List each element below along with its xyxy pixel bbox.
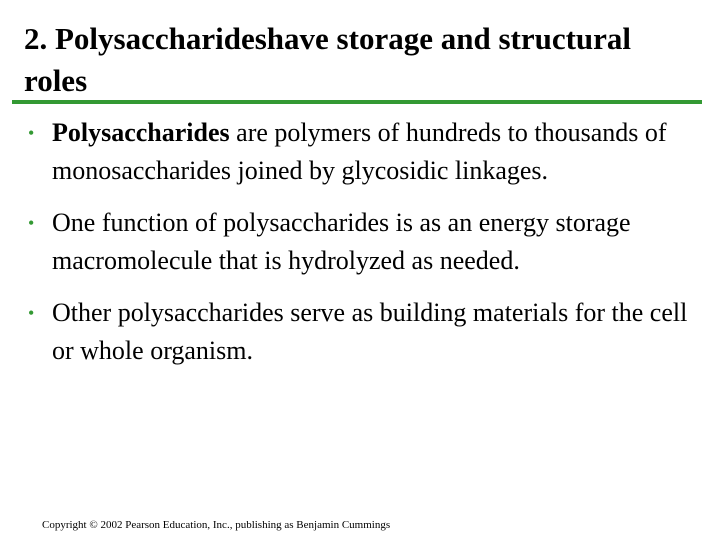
copyright-notice: Copyright © 2002 Pearson Education, Inc., publishing as Benjamin Cummings	[42, 519, 391, 531]
bullet-icon: •	[28, 213, 35, 233]
bullet-text: are polymers of hundreds to thousands of monosaccharides joined by glycosidic linkages.	[52, 118, 667, 185]
bullet-item-polymers	[26, 114, 706, 190]
bullet-item-building-materials	[26, 294, 706, 370]
bullet-text: Other polysaccharides serve as building materials for the cell or whole organism.	[52, 298, 688, 365]
bullet-term: Polysaccharides	[52, 118, 230, 147]
title-underline	[12, 100, 702, 104]
bullet-item-energy-storage	[26, 204, 706, 280]
bullet-icon: •	[28, 303, 35, 323]
bullet-list	[26, 114, 706, 384]
slide-title: 2. Polysaccharideshave storage and structural roles	[24, 21, 632, 98]
bullet-text: One function of polysaccharides is as an energy storage macromolecule that is hydrolyzed as needed.	[52, 208, 631, 275]
bullet-icon: •	[28, 123, 35, 143]
